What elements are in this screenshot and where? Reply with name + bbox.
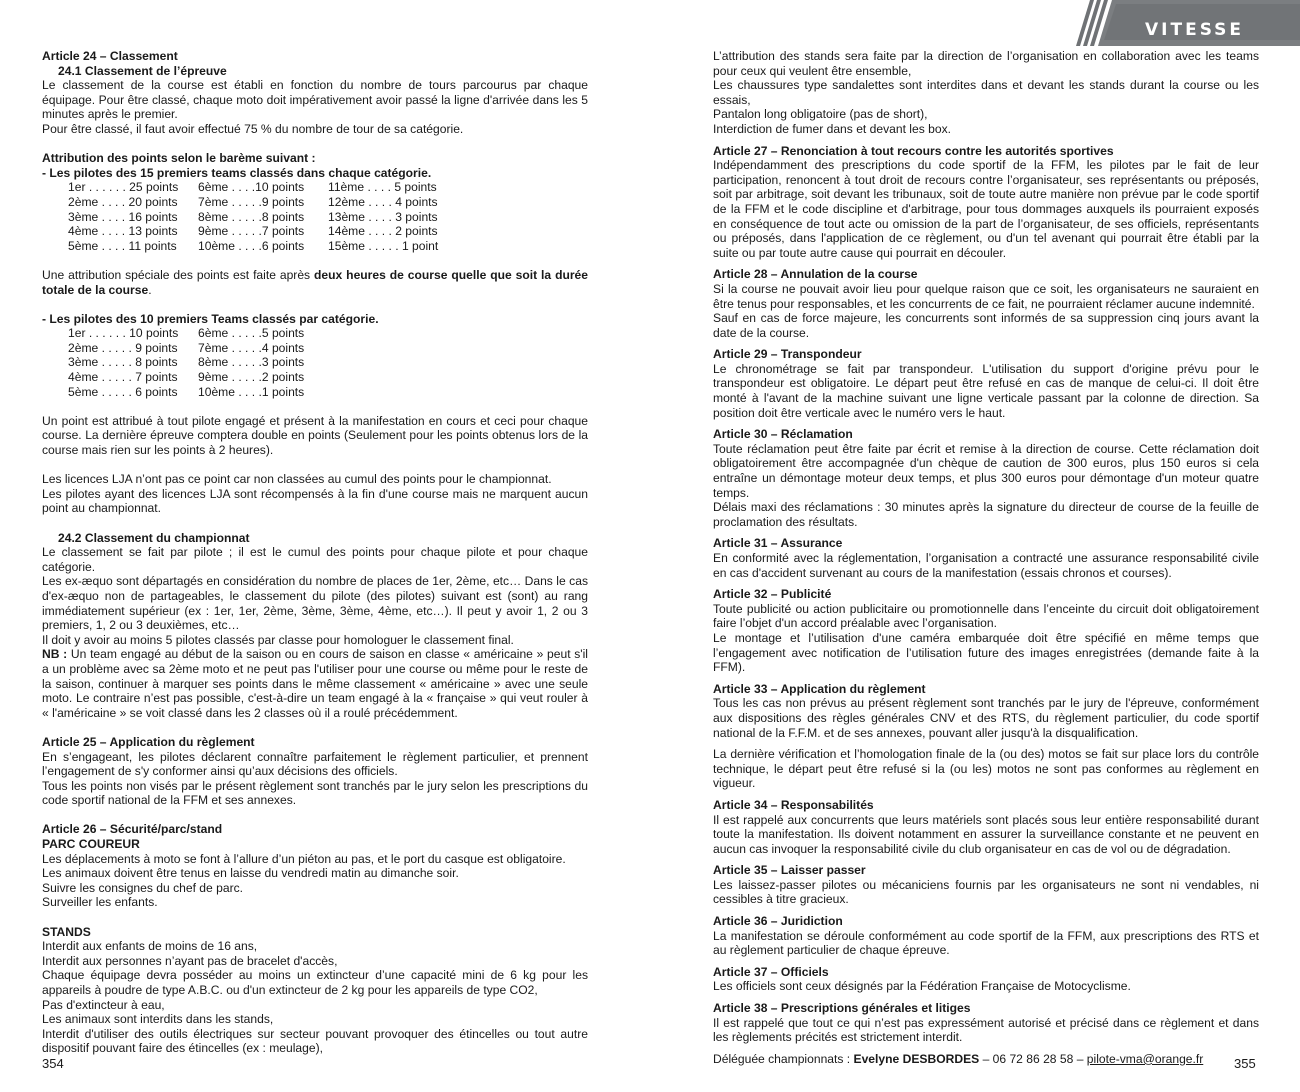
list-item: Suivre les consignes du chef de parc. (42, 880, 244, 895)
article-38-title: Article 38 – Prescriptions générales et litiges (713, 1001, 971, 1016)
paragraph: Le chronométrage se fait par transpondeur. L'utilisation du support d'origine prévu pour le transpondeur est obligatoire. Le départ peut être refusé en cas de manque de celui-ci. Il doit être monté à l'avant de la machine suivant une ligne verticale passant par la colonne de direction. Sa position doit être verticale avec le numéro vers le haut. (713, 361, 1259, 420)
list-item: Les chaussures type sandalettes sont interdites dans et devant les stands durant la course ou les essais, (713, 78, 1259, 107)
article-32-title: Article 32 – Publicité (713, 587, 832, 602)
article-37-title: Article 37 – Officiels (713, 964, 829, 979)
points-cell: 6ème . . . . .5 points (198, 326, 305, 341)
paragraph: La manifestation se déroule conformément au code sportif de la FFM, aux prescriptions des RTS et au règlement particulier de chaque épreuve. (713, 928, 1259, 958)
list-item: L’attribution des stands sera faite par la direction de l’organisation en collaboration avec les teams pour ceux qui veulent être ensemble, (713, 49, 1259, 78)
parc-title: PARC COUREUR (42, 837, 140, 852)
list-item: Interdit aux personnes n’ayant pas de bracelet d'accès, (42, 953, 338, 968)
left-page (42, 49, 588, 1056)
paragraph: Un point est attribué à tout pilote engagé et présent à la manifestation en cours et ceci pour chaque course. La dernière épreuve comptera double en points (Seulement pour les points obtenus lors de la course mais rien sur les points à 2 heures). (42, 413, 588, 458)
paragraph: Toute publicité ou action publicitaire ou promotionnelle dans l’enceinte du circuit doit obligatoirement faire l’objet d'un accord préalable avec l’organisation. (713, 601, 1259, 631)
section-24-1-title: 24.1 Classement de l’épreuve (58, 63, 227, 78)
paragraph: Les ex-æquo sont départagés en considération du nombre de places de 1er, 2ème, etc… Dans le cas d'ex-æquo non de partageables, le classement du pilote (des pilotes) suivant est (sont) au rang immédiatement supérieur (ex : 1er, 1er, 2ème, 3ème, 3ème, 4ème, etc…). Il peut y avoir 1, 2 ou 3 premiers, 1, 2 ou 3 deuxièmes, etc… (42, 574, 588, 633)
article-35-title: Article 35 – Laisser passer (713, 863, 866, 878)
points-cell: 8ème . . . . .3 points (198, 355, 305, 370)
paragraph: Le classement de la course est établi en fonction du nombre de tours parcourus par chaque équipage. Pour être classé, chaque moto doit impérativement avoir passé la ligne d'arrivée dans les 5 minutes après le premier. (42, 78, 588, 122)
points-cell: 2ème . . . . 20 points (68, 194, 178, 209)
article-31-title: Article 31 – Assurance (713, 536, 843, 551)
points-cell: 9ème . . . . .7 points (198, 224, 305, 239)
points-cell: 1er . . . . . . 10 points (68, 326, 179, 341)
points-cell: 12ème . . . . 4 points (328, 194, 438, 209)
paragraph: Les pilotes ayant des licences LJA sont récompensés à la fin d'une course mais ne marquent aucun point au championnat. (42, 486, 588, 516)
paragraph: Il doit y avoir au moins 5 pilotes classés par classe pour homologuer le classement final. (42, 632, 514, 647)
paragraph: La dernière vérification et l’homologation finale de la (ou des) motos se fait sur place lors du contrôle technique, le départ peut être refusé si la (ou les) motos ne sont pas conformes au règlement en vigueur. (713, 747, 1259, 791)
page-number-right: 355 (1234, 1056, 1256, 1071)
paragraph: Tous les cas non prévus au présent règlement sont tranchés par le jury de l'épreuve, conformément aux dispositions des règles générales CNV et des RTS, du règlement particulier, du code sportif national de la F.F.M. et de ses annexes, pouvant aller jusqu'à la disqualification. (713, 696, 1259, 740)
points-cell: 8ème . . . . .8 points (198, 209, 305, 224)
delegate-email-link[interactable]: pilote-vma@orange.fr (1086, 1051, 1204, 1066)
paragraph: Pour être classé, il faut avoir effectué 75 % du nombre de tour de sa catégorie. (42, 121, 464, 136)
article-34-title: Article 34 – Responsabilités (713, 797, 874, 812)
stands-title: STANDS (42, 924, 91, 939)
list-item: Interdit aux enfants de moins de 16 ans, (42, 939, 258, 954)
delegate-name: Evelyne DESBORDES (853, 1051, 980, 1066)
list-item: Surveiller les enfants. (42, 895, 158, 910)
points-cell: 4ème . . . . 13 points (68, 224, 178, 239)
article-25-title: Article 25 – Application du règlement (42, 734, 255, 749)
section-banner (1070, 0, 1300, 46)
paragraph: Il est rappelé aux concurrents que leurs matériels sont placés sous leur entière responsabilité durant toute la manifestation. Ils doivent notamment en assurer la surveillance constante et ne peuvent en aucun cas invoquer la responsabilité civile du club organisateur en cas de vol ou de dégradation. (713, 812, 1259, 856)
delegate-line: Déléguée championnats : Evelyne DESBORDES – 06 72 86 28 58 – pilote-vma@orange.fr (713, 1051, 1204, 1066)
points-cell: 3ème . . . . 16 points (68, 209, 178, 224)
paragraph: En conformité avec la réglementation, l’organisation a contracté une assurance responsabilité civile en cas d'accident survenant au cours de la manifestation (essais chronos et courses). (713, 551, 1259, 580)
points-cell: 10ème . . . .1 points (198, 384, 305, 399)
points-cell: 14ème . . . . 2 points (328, 224, 438, 239)
list-item: Chaque équipage devra posséder au moins un extincteur d’une capacité mini de 6 kg pour les appareils à poudre de type A.B.C. ou d'un extincteur de 2 kg pour les appareils de type CO2, (42, 968, 588, 997)
article-28-title: Article 28 – Annulation de la course (713, 267, 918, 282)
paragraph: Les licences LJA n’ont pas ce point car non classées au cumul des points pour le championnat. (42, 472, 552, 487)
list-item: Les animaux doivent être tenus en laisse du vendredi matin au dimanche soir. (42, 866, 459, 881)
points-cell: 2ème . . . . . 9 points (68, 340, 178, 355)
points-cell: 3ème . . . . . 8 points (68, 355, 178, 370)
list-item: Interdit d'utiliser des outils électriques sur secteur pouvant provoquer des étincelles ou tout autre dispositif pouvant faire des étincelles (ex : meulage), (42, 1026, 588, 1056)
points-cell: 9ème . . . . .2 points (198, 370, 305, 385)
special-points-paragraph: Une attribution spéciale des points est faite après deux heures de course quelle que soit la durée totale de la course. (42, 267, 588, 297)
points-table-10 (42, 326, 588, 399)
article-24-title: Article 24 – Classement (42, 49, 178, 63)
paragraph: Sauf en cas de force majeure, les concurrents sont informés de sa suppression cinq jours avant la date de la course. (713, 311, 1259, 340)
bareme-15-title: - Les pilotes des 15 premiers teams classés dans chaque catégorie. (42, 165, 432, 180)
points-cell: 1er . . . . . . 25 points (68, 180, 179, 195)
section-title: VITESSE (1145, 20, 1245, 40)
article-29-title: Article 29 – Transpondeur (713, 347, 862, 362)
paragraph: Toute réclamation peut être faite par écrit et remise à la direction de course. Cette réclamation doit obligatoirement être accompagnée d'un chèque de caution de 300 euros, plus 150 euros si cela entraîne un démontage moteur deux temps, et plus 300 euros pour démontage d'un moteur quatre temps. (713, 441, 1259, 500)
list-item: Les animaux sont interdits dans les stands, (42, 1012, 274, 1027)
article-33-title: Article 33 – Application du règlement (713, 681, 926, 696)
right-page (713, 49, 1259, 1066)
section-24-2-title: 24.2 Classement du championnat (58, 530, 250, 545)
paragraph: Tous les points non visés par le présent règlement sont tranchés par le jury selon les prescriptions du code sportif national de la FFM et ses annexes. (42, 778, 588, 808)
paragraph: Si la course ne pouvait avoir lieu pour quelque raison que ce soit, les organisateurs ne sauraient en être tenus pour responsables, et les concurrents de ce fait, ne pourraient réclamer aucune indemnité. (713, 281, 1259, 311)
paragraph: Indépendamment des prescriptions du code sportif de la FFM, les pilotes par le fait de leur participation, renoncent à tout droit de recours contre l’organisateur, ses représentants ou préposés, soit par arbitrage, soit devant les tribunaux, soit de toute autre manière non prévue par le code sportif de la FFM et le code discipline et d'arbitrage, pour tous dommages auxquels ils pourraient exposés en conséquence de tout acte ou omission de la part de l’organisateur, de ses officiels, représentants ou préposés, dans l'application de ce règlement, ou d'un tel avenant qui pourrait être établi par la suite ou par toute autre cause qui pourrait en découler. (713, 158, 1259, 260)
article-36-title: Article 36 – Juridiction (713, 914, 843, 929)
points-cell: 13ème . . . . 3 points (328, 209, 438, 224)
paragraph: Les laissez-passer pilotes ou mécaniciens fournis par les organisateurs ne sont ni vendables, ni cessibles à titre gracieux. (713, 877, 1259, 907)
nb-paragraph: NB : Un team engagé au début de la saison ou en cours de saison en classe « américaine » peut s'il a un problème avec sa 2ème moto et ne peut pas l'utiliser pour une course ou même pour le reste de la saison, continuer à marquer ses points dans le même classement « américaine » avec une seule moto. Le contraire n’est pas possible, c'est-à-dire un team engagé à la « française » qui veut rouler à « l'américaine » se voit classé dans les 2 classes où il a roulé précédemment. (42, 647, 588, 720)
points-cell: 7ème . . . . .4 points (198, 340, 305, 355)
paragraph: Le classement se fait par pilote ; il est le cumul des points pour chaque pilote et pour chaque catégorie. (42, 545, 588, 574)
points-table-15 (42, 180, 588, 253)
points-cell: 7ème . . . . .9 points (198, 194, 305, 209)
list-item: Pantalon long obligatoire (pas de short), (713, 107, 928, 122)
list-item: Interdiction de fumer dans et devant les box. (713, 121, 951, 136)
article-26-title: Article 26 – Sécurité/parc/stand (42, 822, 223, 837)
points-cell: 10ème . . . .6 points (198, 238, 305, 253)
paragraph: En s’engageant, les pilotes déclarent connaître parfaitement le règlement particulier, et prennent l’engagement de s'y conformer ainsi qu’aux décisions des officiels. (42, 749, 588, 779)
paragraph: Délais maxi des réclamations : 30 minutes après la signature du directeur de course de la feuille de proclamation des résultats. (713, 500, 1259, 529)
page-number-left: 354 (42, 1056, 64, 1071)
paragraph: Le montage et l’utilisation d'une caméra embarquée doit être spécifié en même temps que l’engagement avec notification de l’utilisation future des images enregistrées (demande faite à la FFM). (713, 630, 1259, 675)
list-item: Pas d'extincteur à eau, (42, 997, 165, 1012)
points-cell: 4ème . . . . . 7 points (68, 370, 178, 385)
bareme-title: Attribution des points selon le barème suivant : (42, 151, 316, 166)
bareme-10-title: - Les pilotes des 10 premiers Teams classés par catégorie. (42, 311, 379, 326)
list-item: Les déplacements à moto se font à l’allure d’un piéton au pas, et le port du casque est obligatoire. (42, 851, 566, 866)
points-cell: 15ème . . . . . 1 point (328, 238, 439, 253)
article-27-title: Article 27 – Renonciation à tout recours contre les autorités sportives (713, 143, 1114, 158)
points-cell: 11ème . . . . 5 points (328, 180, 437, 195)
paragraph: Il est rappelé que tout ce qui n’est pas expressément autorisé et précisé dans ce règlement et dans les règlements précités est strictement interdit. (713, 1015, 1259, 1045)
points-cell: 6ème . . . .10 points (198, 180, 305, 195)
points-cell: 5ème . . . . . 6 points (68, 384, 178, 399)
points-cell: 5ème . . . . 11 points (68, 238, 177, 253)
paragraph: Les officiels sont ceux désignés par la Fédération Française de Motocyclisme. (713, 979, 1131, 994)
article-30-title: Article 30 – Réclamation (713, 427, 853, 442)
